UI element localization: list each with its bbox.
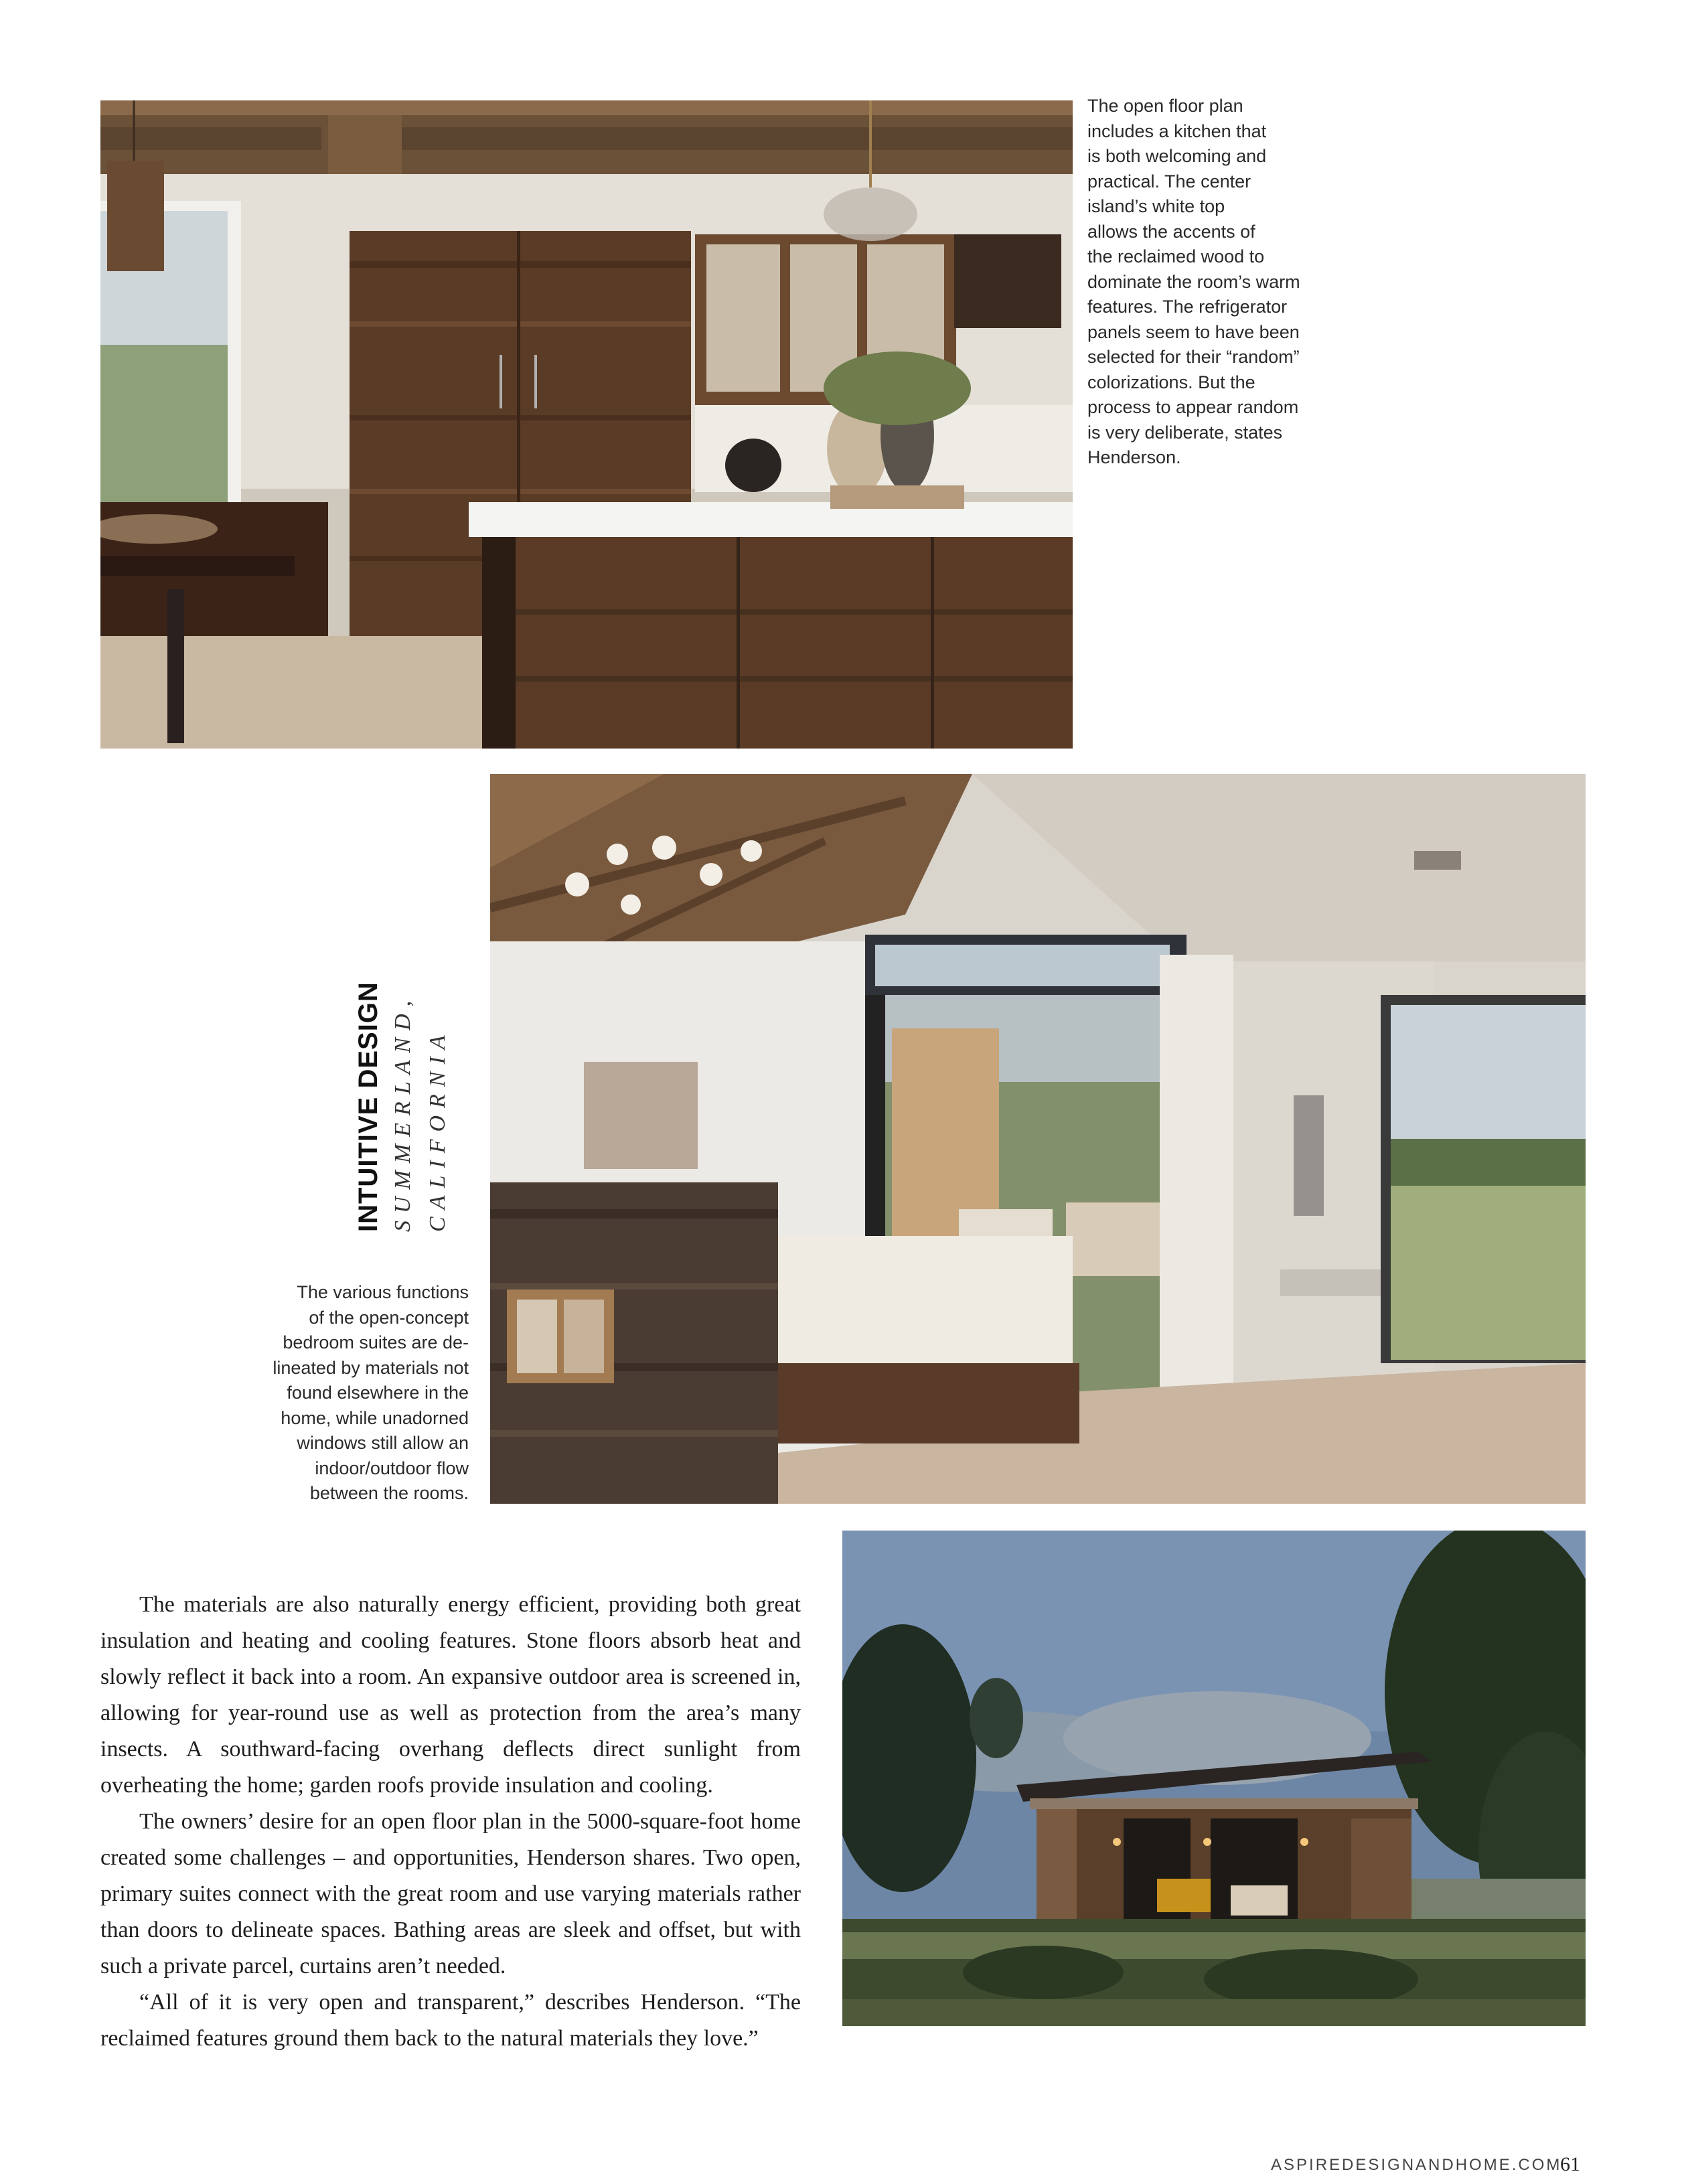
page-number: 61 (1560, 2153, 1580, 2175)
caption-line: Henderson. (1087, 447, 1181, 467)
caption-line: process to appear random (1087, 397, 1299, 417)
page-footer (1259, 2153, 1580, 2180)
kitchen-photo (100, 100, 1073, 749)
caption-line: The various functions (297, 1282, 469, 1302)
caption-line: colorizations. But the (1087, 372, 1255, 392)
caption-line: windows still allow an (297, 1433, 469, 1453)
caption-line: selected for their “random” (1087, 347, 1300, 367)
caption-line: the reclaimed wood to (1087, 246, 1265, 266)
caption-line: bedroom suites are de- (283, 1332, 469, 1352)
kitchen-caption (1087, 94, 1328, 471)
section-heading (351, 803, 450, 1232)
caption-line: of the open-concept (309, 1307, 469, 1328)
garage-photo (842, 1531, 1586, 2026)
bedroom-photo (490, 774, 1586, 1504)
body-paragraph: “All of it is very open and transparent,” describes Henderson. “The reclaimed features ground them back to the natural materials they love.” (100, 1990, 801, 2051)
caption-line: between the rooms. (309, 1483, 469, 1503)
caption-line: includes a kitchen that (1087, 121, 1267, 141)
caption-line: features. The refrigerator (1087, 297, 1288, 317)
body-paragraph: The owners’ desire for an open floor plan in the 5000-square-foot home created some challenges – and opportunities, Henderson shares. Two open, primary suites connect with the great room and use varying materials rather than doors to delineate spaces. Bathing areas are sleek and offset, but with such a private parcel, curtains aren’t needed. (100, 1809, 801, 1978)
caption-line: allows the accents of (1087, 221, 1255, 242)
article-body (100, 1587, 801, 2057)
caption-line: The open floor plan (1087, 96, 1243, 116)
caption-line: dominate the room’s warm (1087, 271, 1300, 292)
caption-line: practical. The center (1087, 171, 1251, 191)
caption-line: panels seem to have been (1087, 321, 1300, 342)
caption-line: is both welcoming and (1087, 146, 1267, 166)
caption-line: is very deliberate, states (1087, 422, 1283, 443)
bedroom-caption (254, 1280, 469, 1506)
caption-line: indoor/outdoor flow (315, 1458, 469, 1478)
caption-line: island’s white top (1087, 196, 1225, 216)
section-location: SUMMERLAND, CALIFORNIA (390, 993, 450, 1232)
body-paragraph: The materials are also naturally energy efficient, providing both great insulation and heating and cooling features. Stone floors absorb heat and slowly reflect it back into a room. An expansive outdoor area is screened in, allowing for year-round use as well as protection from the area’s many insects. A southward-facing overhang deflects direct sunlight from overheating the home; garden roofs provide insulation and cooling. (100, 1592, 801, 1798)
section-title: INTUITIVE DESIGN (354, 982, 383, 1232)
caption-line: found elsewhere in the (287, 1383, 469, 1403)
caption-line: home, while unadorned (281, 1407, 469, 1428)
caption-line: lineated by materials not (273, 1357, 469, 1378)
website-url: ASPIREDESIGNANDHOME.COM (1271, 2156, 1562, 2174)
